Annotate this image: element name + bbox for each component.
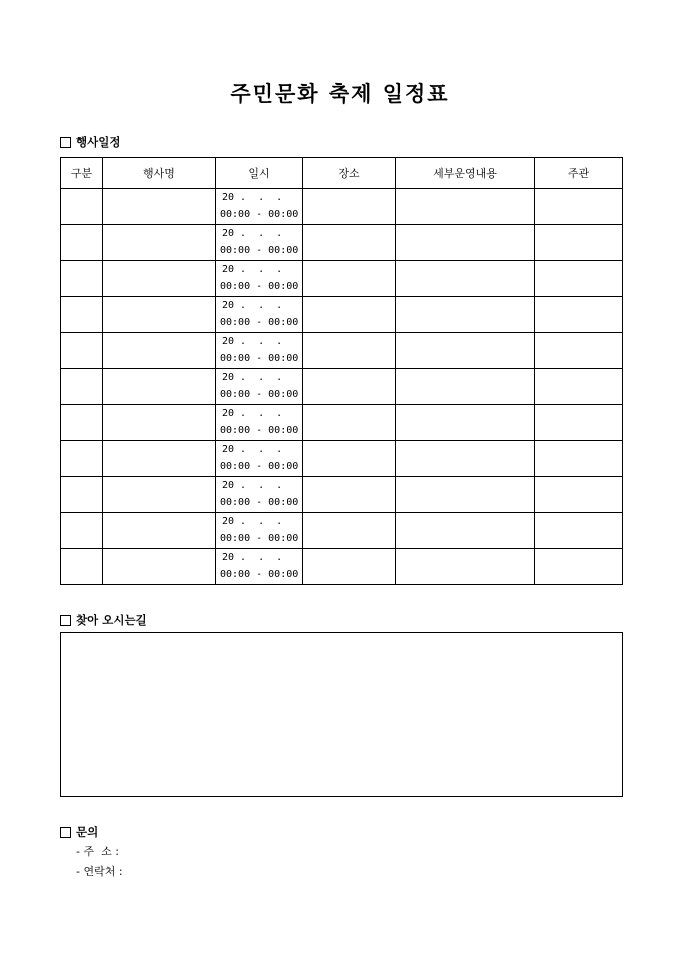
cell-organizer[interactable] xyxy=(535,369,623,405)
cell-details[interactable] xyxy=(396,369,535,405)
cell-organizer[interactable] xyxy=(535,549,623,585)
date-placeholder: 20 . . . xyxy=(222,300,283,311)
cell-datetime[interactable] xyxy=(216,405,303,441)
section-directions-label: 찾아 오시는길 xyxy=(76,613,147,627)
cell-datetime[interactable] xyxy=(216,333,303,369)
cell-event-name[interactable] xyxy=(103,513,216,549)
cell-category[interactable] xyxy=(61,333,103,369)
cell-category[interactable] xyxy=(61,405,103,441)
cell-location[interactable] xyxy=(303,405,396,441)
table-row xyxy=(61,297,623,333)
table-header-row xyxy=(61,158,623,189)
cell-event-name[interactable] xyxy=(103,369,216,405)
date-placeholder: 20 . . . xyxy=(222,228,283,239)
date-placeholder: 20 . . . xyxy=(222,408,283,419)
time-placeholder: 00:00 - 00:00 xyxy=(220,209,299,220)
cell-event-name[interactable] xyxy=(103,441,216,477)
cell-location[interactable] xyxy=(303,297,396,333)
cell-organizer[interactable] xyxy=(535,333,623,369)
contact-address: - 주 소 : xyxy=(76,845,119,858)
table-row xyxy=(61,189,623,225)
table-row xyxy=(61,225,623,261)
cell-datetime[interactable] xyxy=(216,369,303,405)
page-title: 주민문화 축제 일정표 xyxy=(230,81,450,106)
cell-location[interactable] xyxy=(303,189,396,225)
cell-organizer[interactable] xyxy=(535,477,623,513)
cell-category[interactable] xyxy=(61,477,103,513)
cell-category[interactable] xyxy=(61,369,103,405)
cell-location[interactable] xyxy=(303,441,396,477)
cell-details[interactable] xyxy=(396,261,535,297)
time-placeholder: 00:00 - 00:00 xyxy=(220,425,299,436)
cell-details[interactable] xyxy=(396,405,535,441)
table-row xyxy=(61,405,623,441)
header-datetime: 일시 xyxy=(216,158,303,189)
date-placeholder: 20 . . . xyxy=(222,480,283,491)
header-organizer: 주관 xyxy=(535,158,623,189)
cell-datetime[interactable] xyxy=(216,549,303,585)
time-placeholder: 00:00 - 00:00 xyxy=(220,353,299,364)
date-placeholder: 20 . . . xyxy=(222,372,283,383)
cell-organizer[interactable] xyxy=(535,405,623,441)
table-row xyxy=(61,369,623,405)
time-placeholder: 00:00 - 00:00 xyxy=(220,497,299,508)
table-row xyxy=(61,477,623,513)
header-category: 구분 xyxy=(61,158,103,189)
header-event-name: 행사명 xyxy=(103,158,216,189)
checkbox-square-icon xyxy=(60,137,71,148)
cell-event-name[interactable] xyxy=(103,333,216,369)
cell-datetime[interactable] xyxy=(216,297,303,333)
date-placeholder: 20 . . . xyxy=(222,444,283,455)
directions-box[interactable] xyxy=(60,632,623,797)
section-directions xyxy=(60,612,147,628)
contact-phone: - 연락처 : xyxy=(76,865,123,878)
table-row xyxy=(61,261,623,297)
schedule-table xyxy=(60,157,623,585)
date-placeholder: 20 . . . xyxy=(222,552,283,563)
cell-organizer[interactable] xyxy=(535,297,623,333)
cell-details[interactable] xyxy=(396,297,535,333)
section-schedule-label: 행사일정 xyxy=(76,135,121,149)
cell-location[interactable] xyxy=(303,225,396,261)
date-placeholder: 20 . . . xyxy=(222,336,283,347)
cell-category[interactable] xyxy=(61,297,103,333)
time-placeholder: 00:00 - 00:00 xyxy=(220,317,299,328)
cell-category[interactable] xyxy=(61,189,103,225)
cell-location[interactable] xyxy=(303,477,396,513)
cell-organizer[interactable] xyxy=(535,261,623,297)
table-row xyxy=(61,513,623,549)
schedule-body xyxy=(61,189,623,585)
cell-category[interactable] xyxy=(61,261,103,297)
cell-details[interactable] xyxy=(396,225,535,261)
cell-datetime[interactable] xyxy=(216,189,303,225)
cell-location[interactable] xyxy=(303,333,396,369)
cell-event-name[interactable] xyxy=(103,225,216,261)
cell-category[interactable] xyxy=(61,441,103,477)
header-location: 장소 xyxy=(303,158,396,189)
cell-event-name[interactable] xyxy=(103,297,216,333)
cell-datetime[interactable] xyxy=(216,477,303,513)
time-placeholder: 00:00 - 00:00 xyxy=(220,461,299,472)
cell-datetime[interactable] xyxy=(216,513,303,549)
cell-organizer[interactable] xyxy=(535,441,623,477)
time-placeholder: 00:00 - 00:00 xyxy=(220,281,299,292)
cell-details[interactable] xyxy=(396,549,535,585)
cell-datetime[interactable] xyxy=(216,261,303,297)
cell-organizer[interactable] xyxy=(535,513,623,549)
section-schedule xyxy=(60,134,120,150)
table-row xyxy=(61,333,623,369)
date-placeholder: 20 . . . xyxy=(222,264,283,275)
cell-datetime[interactable] xyxy=(216,225,303,261)
cell-event-name[interactable] xyxy=(103,405,216,441)
time-placeholder: 00:00 - 00:00 xyxy=(220,569,299,580)
cell-organizer[interactable] xyxy=(535,189,623,225)
cell-details[interactable] xyxy=(396,333,535,369)
section-inquiry xyxy=(60,824,98,840)
section-inquiry-label: 문의 xyxy=(76,825,99,839)
cell-datetime[interactable] xyxy=(216,441,303,477)
cell-category[interactable] xyxy=(61,225,103,261)
cell-category[interactable] xyxy=(61,513,103,549)
checkbox-square-icon xyxy=(60,615,71,626)
table-row xyxy=(61,549,623,585)
cell-event-name[interactable] xyxy=(103,189,216,225)
date-placeholder: 20 . . . xyxy=(222,192,283,203)
table-row xyxy=(61,441,623,477)
header-details: 세부운영내용 xyxy=(396,158,535,189)
cell-location[interactable] xyxy=(303,549,396,585)
cell-event-name[interactable] xyxy=(103,477,216,513)
cell-organizer[interactable] xyxy=(535,225,623,261)
checkbox-square-icon xyxy=(60,827,71,838)
cell-location[interactable] xyxy=(303,513,396,549)
cell-details[interactable] xyxy=(396,477,535,513)
cell-category[interactable] xyxy=(61,549,103,585)
cell-details[interactable] xyxy=(396,441,535,477)
time-placeholder: 00:00 - 00:00 xyxy=(220,389,299,400)
cell-event-name[interactable] xyxy=(103,549,216,585)
cell-location[interactable] xyxy=(303,369,396,405)
cell-event-name[interactable] xyxy=(103,261,216,297)
time-placeholder: 00:00 - 00:00 xyxy=(220,245,299,256)
cell-details[interactable] xyxy=(396,189,535,225)
date-placeholder: 20 . . . xyxy=(222,516,283,527)
cell-location[interactable] xyxy=(303,261,396,297)
time-placeholder: 00:00 - 00:00 xyxy=(220,533,299,544)
cell-details[interactable] xyxy=(396,513,535,549)
